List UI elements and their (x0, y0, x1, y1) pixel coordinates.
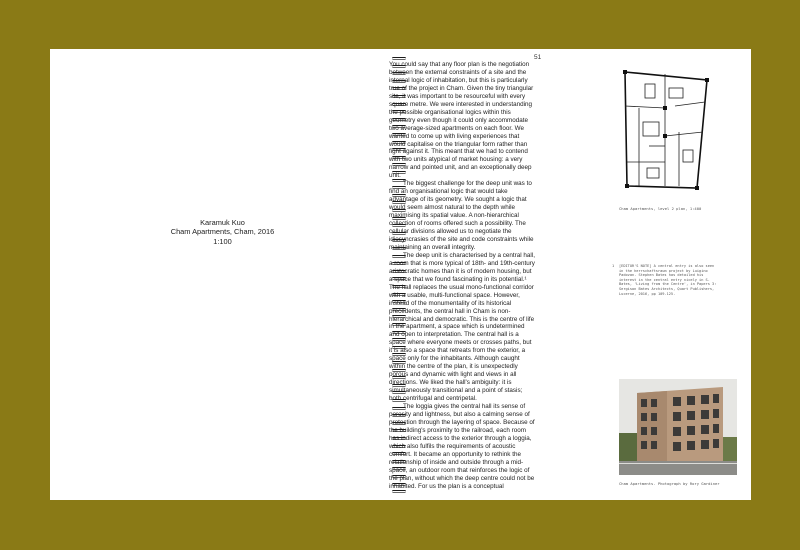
author-name: Karamuk Kuo (200, 218, 245, 227)
photo-caption: Cham Apartments. Photograph by Rory Gardiner (619, 481, 720, 486)
page-number: 51 (534, 54, 542, 61)
footnote-text: [EDITOR'S NOTE] A central entry is also seen in the herrschaftsraum project by Luigino Padovan. Stephen Bates has detailed his interest in the central entry nicely in S. Bates, 'Living from the Centre', in Papers 3: Sergison Bates Architects, Quart Publishers, Lucerne, 2016, pp 109-125. (619, 264, 717, 296)
project-title: Cham Apartments, Cham, 2016 (170, 227, 275, 237)
footnote (612, 264, 719, 296)
binding-ring (392, 490, 406, 493)
paragraph: You could say that any floor plan is the negotiation between the external constraints of a site and the internal logic of inhabitation, but this is particularly true of the project in Cham. Given the tiny triangular site, it was important to be resourceful with every square metre. We were interested in understanding the possible organisational logics within this geometry even though it could only accommodate two average-sized apartments on each floor. We wanted to come up with living experiences that would capitalise on the triangular form rather than fight against it. This meant that we had to contend with two units atypical of market housing: a very narrow and pointed unit, and an exceptionally deep unit. (389, 61, 534, 180)
binding-ring (392, 57, 406, 60)
paragraph: The deep unit is characterised by a central hall, a room that is more typical of 18th- and 19th-century aristocratic homes than it is of modern housing, but a space that we found fascinating in its potential.¹ The hall replaces the usual mono-functional corridor with a usable, multi-functional space. However, instead of the monumentality of its historical precedents, the central hall in Cham is non-hierarchical and democratic. This is the centre of life in the apartment, a space which is undetermined and open to interpretation. The central hall is a space where everyone meets or crosses paths, but it is also a space that retreats from the exterior, a space only for the inhabitants. Although caught within the centre of the plan, it is unexpectedly porous and dynamic with light and views in all directions. We liked the hall's ambiguity: it is simultaneously transitional and a point of stasis; both centrifugal and centripetal. (389, 251, 535, 403)
plan-caption: Cham Apartments, level 2 plan, 1:400 (619, 206, 702, 211)
plan-scale: 1:100 (213, 236, 232, 246)
footnote-number: 1 (612, 264, 615, 268)
floor-plan-drawing (619, 66, 713, 192)
paragraph: The loggia gives the central hall its sense of porosity and lightness, but also a calming sense of protection through the layering of space. Because of the building's proximity to the railroad, each room has indirect access to the exterior through a loggia, which also fulfils the requirements of acoustic comfort. It became an opportunity to rethink the relationship of inside and outside through a mid-space, an outdoor room that reinforces the logic of the plan, without which the deep centre could not be inhabited. For us the plan is a conceptual (389, 402, 535, 490)
essay-text (389, 61, 536, 490)
project-caption (50, 218, 395, 246)
building-photograph (619, 379, 737, 475)
paragraph: The biggest challenge for the deep unit was to find an organisational logic that would take advantage of its geometry. We sought a logic that would seem almost natural to the depth while maximising its spatial value. A non-hierarchical collection of rooms offered such a possibility. The cellular divisions allowed us to negotiate the idiosyncrasies of the site and code constraints while maintaining an overall integrity. (389, 180, 534, 251)
